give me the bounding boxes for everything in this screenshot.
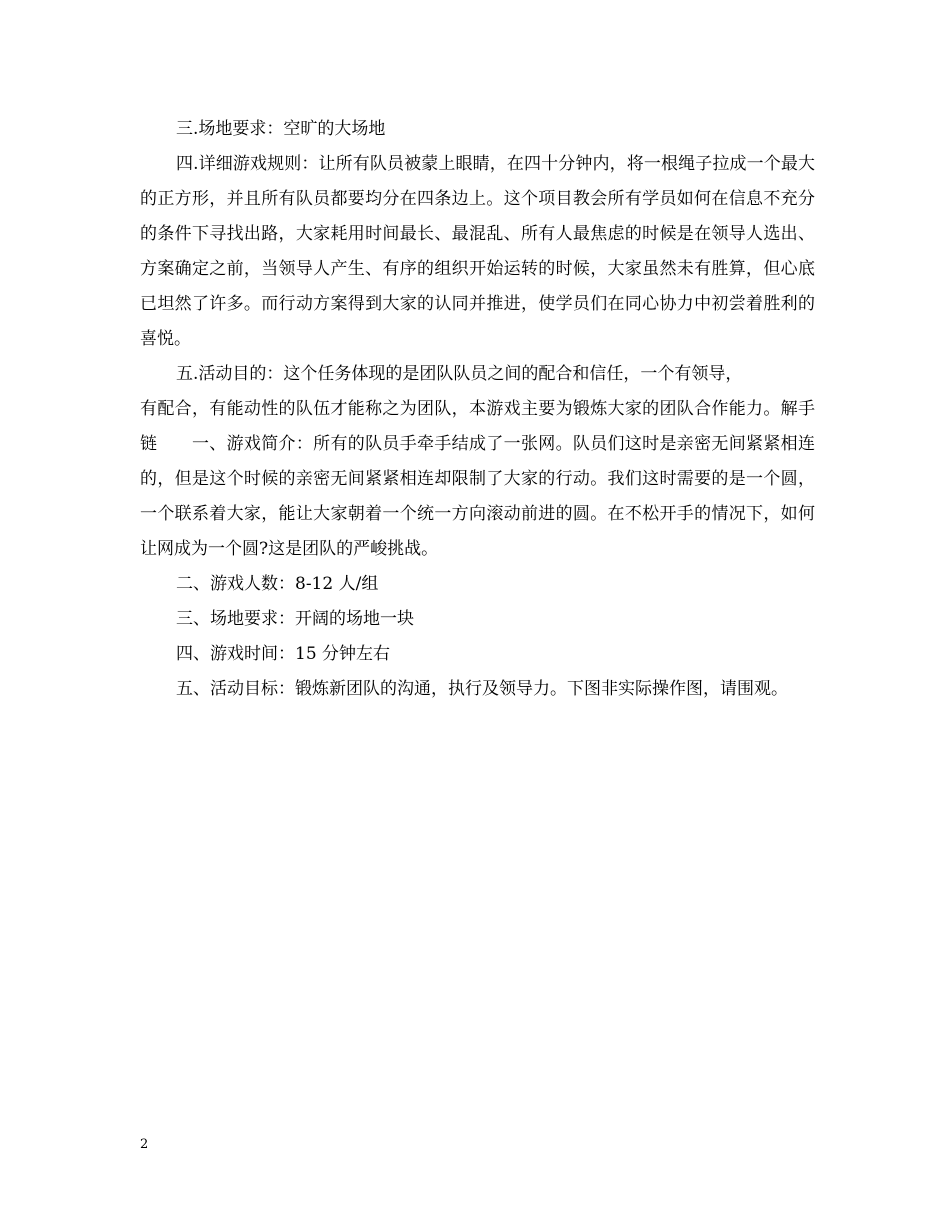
paragraph-activity-purpose: 五.活动目的：这个任务体现的是团队队员之间的配合和信任，一个有领导， — [176, 364, 743, 384]
paragraph-venue: 三、场地要求：开阔的场地一块 — [176, 609, 414, 629]
paragraph-detailed-rules: 四.详细游戏规则：让所有队员被蒙上眼睛，在四十分钟内，将一根绳子拉成一个最大的正方形，并且所有队员都要均分在四条边上。这个项目教会所有学员如何在信息不充分的条件下寻找出路，大家耗用时间最长、最混乱、所有人最焦虑的时候是在领导人选出、方案确定之前，当领导人产生、有序的组织开始运转的时候，大家虽然未有胜算，但心底已坦然了许多。而行动方案得到大家的认同并推进，使学员们在同心协力中初尝着胜利的喜悦。 — [140, 154, 815, 349]
paragraph-venue-requirement: 三.场地要求：空旷的大场地 — [176, 119, 386, 139]
paragraph-player-count: 二、游戏人数：8-12 人/组 — [176, 574, 379, 594]
document-body — [140, 112, 815, 707]
paragraph-activity-goal: 五、活动目标：锻炼新团队的沟通，执行及领导力。下图非实际操作图，请围观。 — [176, 679, 788, 699]
page-number: 2 — [140, 1137, 149, 1152]
paragraph-untangle-chain-intro: 有配合，有能动性的队伍才能称之为团队，本游戏主要为锻炼大家的团队合作能力。解手链 一、游戏简介：所有的队员手牵手结成了一张网。队员们这时是亲密无间紧紧相连的，但是这个时候的亲密无间紧紧相连却限制了大家的行动。我们这时需要的是一个圆，一个联系着大家，能让大家朝着一个统一方向滚动前进的圆。在不松开手的情况下，如何让网成为一个圆?这是团队的严峻挑战。 — [140, 399, 815, 559]
paragraph-game-time: 四、游戏时间：15 分钟左右 — [176, 644, 391, 664]
